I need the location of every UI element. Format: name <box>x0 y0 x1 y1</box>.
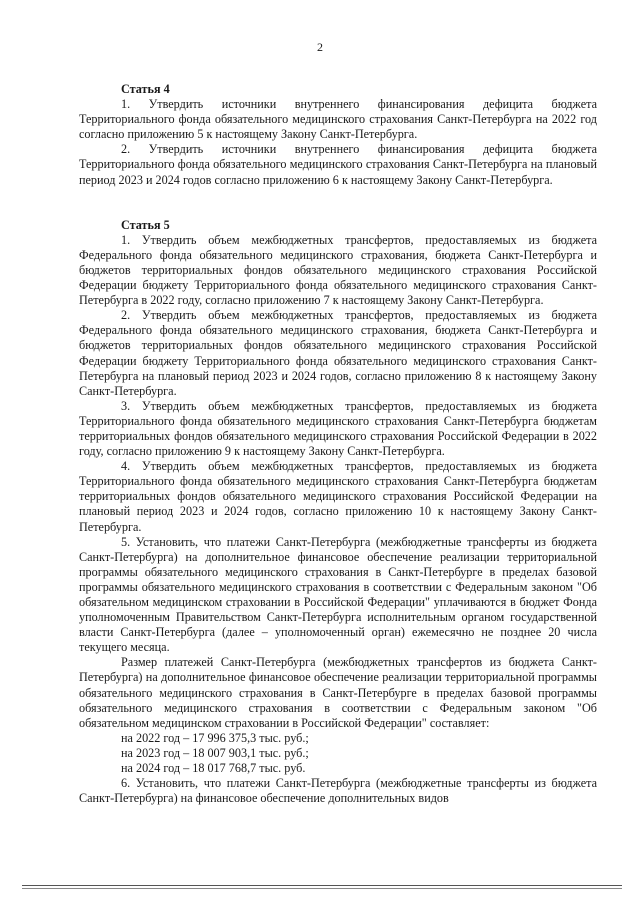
page-bottom-rule <box>22 888 622 889</box>
article-5-heading: Статья 5 <box>121 217 170 232</box>
article-4-paragraph-2: 2. Утвердить источники внутреннего финансирования дефицита бюджета Территориального фонда обязательного медицинского страхования Санкт-Петербурга на плановый период 2023 и 2024 годов согласно приложению 6 к настоящему Закону Санкт-Петербурга. <box>79 142 597 187</box>
article-5-paragraph-5-size: Размер платежей Санкт-Петербурга (межбюджетных трансфертов из бюджета Санкт-Петербурга) на дополнительное финансовое обеспечение реализации территориальной программы обязательного медицинского страхования в Санкт-Петербурге в пределах базовой программы обязательного медицинского страхования в соответствии с Федеральным законом "Об обязательном медицинском страховании в Российской Федерации" составляет: <box>79 655 597 730</box>
page-number: 2 <box>317 40 323 54</box>
payment-amounts-list <box>79 731 597 776</box>
article-5-paragraph-6: 6. Установить, что платежи Санкт-Петербурга (межбюджетные трансферты из бюджета Санкт-Петербурга) на финансовое обеспечение дополнительных видов <box>79 776 597 806</box>
article-5-paragraph-2: 2. Утвердить объем межбюджетных трансфертов, предоставляемых из бюджета Федерального фонда обязательного медицинского страхования, бюджета Санкт-Петербурга и бюджетов территориальных фондов обязательного медицинского страхования Российской Федерации бюджету Территориального фонда обязательного медицинского страхования Санкт-Петербурга на плановый период 2023 и 2024 годов, согласно приложению 8 к настоящему Закону Санкт-Петербурга. <box>79 308 597 398</box>
article-4-paragraph-1: 1. Утвердить источники внутреннего финансирования дефицита бюджета Территориального фонда обязательного медицинского страхования Санкт-Петербурга на 2022 год согласно приложению 5 к настоящему Закону Санкт-Петербурга. <box>79 97 597 142</box>
payment-amount-2024: на 2024 год – 18 017 768,7 тыс. руб. <box>121 761 306 776</box>
article-5 <box>79 218 597 807</box>
payment-amount-2023: на 2023 год – 18 007 903,1 тыс. руб.; <box>121 745 309 760</box>
article-5-paragraph-3: 3. Утвердить объем межбюджетных трансфертов, предоставляемых из бюджета Территориального фонда обязательного медицинского страхования Санкт-Петербурга бюджетам территориальных фондов обязательного медицинского страхования Российской Федерации в 2022 году, согласно приложению 9 к настоящему Закону Санкт-Петербурга. <box>79 398 597 459</box>
section-gap <box>79 188 597 203</box>
article-5-paragraph-4: 4. Утвердить объем межбюджетных трансфертов, предоставляемых из бюджета Территориального фонда обязательного медицинского страхования Санкт-Петербурга бюджетам территориальных фондов обязательного медицинского страхования Российской Федерации на плановый период 2023 и 2024 годов, согласно приложению 10 к настоящему Закону Санкт-Петербурга. <box>79 459 597 534</box>
document-body <box>79 82 597 806</box>
article-5-paragraph-5: 5. Установить, что платежи Санкт-Петербурга (межбюджетные трансферты из бюджета Санкт-Петербурга) на дополнительное финансовое обеспечение реализации территориальной программы обязательного медицинского страхования в Санкт-Петербурге в пределах базовой программы обязательного медицинского страхования в соответствии с Федеральным законом "Об обязательном медицинском страховании в Российской Федерации" уплачиваются в бюджет Фонда уполномоченным Правительством Санкт-Петербурга исполнительным органом государственной власти Санкт-Петербурга (далее – уполномоченный орган) ежемесячно не позднее 20 числа текущего месяца. <box>79 534 597 655</box>
article-5-paragraph-1: 1. Утвердить объем межбюджетных трансфертов, предоставляемых из бюджета Федерального фонда обязательного медицинского страхования, бюджета Санкт-Петербурга и бюджетов территориальных фондов обязательного медицинского страхования Российской Федерации бюджету Территориального фонда обязательного медицинского страхования Санкт-Петербурга в 2022 году, согласно приложению 7 к настоящему Закону Санкт-Петербурга. <box>79 232 597 308</box>
article-4 <box>79 82 597 188</box>
page-bottom-rule <box>22 885 622 886</box>
payment-amount-2022: на 2022 год – 17 996 375,3 тыс. руб.; <box>121 730 309 745</box>
article-4-heading: Статья 4 <box>121 82 170 96</box>
section-gap <box>79 203 597 218</box>
